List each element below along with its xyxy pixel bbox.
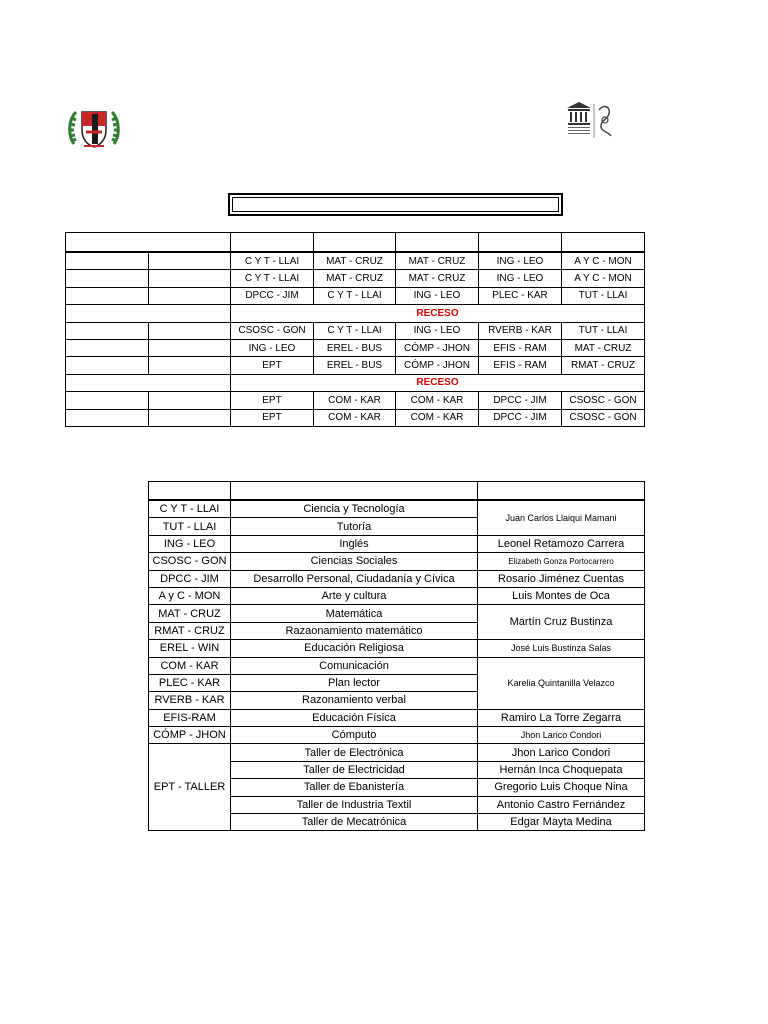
legend-row: [149, 587, 645, 604]
table-cell: DPCC - JIM: [479, 392, 562, 409]
table-cell: EFIS - RAM: [479, 339, 562, 356]
course-code: A y C - MON: [149, 587, 231, 604]
course-code: CSOSC - GON: [149, 553, 231, 570]
course-subject: Comunicación: [231, 657, 478, 674]
course-code: EREL - WIN: [149, 640, 231, 657]
table-cell: CÓMP - JHON: [396, 357, 479, 374]
title-box: [228, 193, 563, 216]
schedule-table: [65, 232, 645, 427]
course-teacher: Martín Cruz Bustinza: [478, 605, 645, 640]
table-header-row: [66, 233, 645, 253]
table-cell: ING - LEO: [396, 322, 479, 339]
recess-label: RECESO: [231, 305, 645, 322]
table-cell: C Y T - LLAI: [314, 287, 396, 304]
course-subject: Taller de Electrónica: [231, 744, 478, 761]
legend-row: [149, 570, 645, 587]
table-cell: C Y T - LLAI: [314, 322, 396, 339]
table-cell: CÓMP - JHON: [396, 339, 479, 356]
recess-label: RECESO: [231, 374, 645, 391]
table-row: [66, 339, 645, 356]
course-teacher: Edgar Mayta Medina: [478, 814, 645, 831]
course-subject: Razonamiento verbal: [231, 692, 478, 709]
table-cell: COM - KAR: [314, 392, 396, 409]
legend-row: [149, 744, 645, 761]
legend-row: [149, 727, 645, 744]
table-cell: ING - LEO: [396, 287, 479, 304]
course-subject: Tutoría: [231, 518, 478, 535]
table-cell: COM - KAR: [314, 409, 396, 426]
legend-table: [148, 481, 645, 831]
course-subject: Cómputo: [231, 727, 478, 744]
table-cell: EPT: [231, 357, 314, 374]
course-code: DPCC - JIM: [149, 570, 231, 587]
table-row: [66, 392, 645, 409]
table-cell: ING - LEO: [479, 270, 562, 287]
table-cell: PLEC - KAR: [479, 287, 562, 304]
legend-row: [149, 605, 645, 622]
course-subject: Educación Física: [231, 709, 478, 726]
course-teacher: Ramiro La Torre Zegarra: [478, 709, 645, 726]
table-row: [66, 409, 645, 426]
table-cell: A Y C - MON: [562, 270, 645, 287]
course-code: MAT - CRUZ: [149, 605, 231, 622]
course-code: COM - KAR: [149, 657, 231, 674]
course-teacher: Karelia Quintanilla Velazco: [478, 657, 645, 709]
course-teacher: Luis Montes de Oca: [478, 587, 645, 604]
table-cell: MAT - CRUZ: [396, 252, 479, 270]
table-cell: ING - LEO: [231, 339, 314, 356]
legend-row: [149, 535, 645, 552]
course-teacher: Elizabeth Gonza Portocarrero: [478, 553, 645, 570]
course-teacher: Jhon Larico Condori: [478, 727, 645, 744]
legend-header-row: [149, 482, 645, 501]
course-code: RMAT - CRUZ: [149, 622, 231, 639]
course-teacher: Antonio Castro Fernández: [478, 796, 645, 813]
course-teacher: Jhon Larico Condori: [478, 744, 645, 761]
course-code: C Y T - LLAI: [149, 500, 231, 518]
table-cell: MAT - CRUZ: [396, 270, 479, 287]
course-subject: Educación Religiosa: [231, 640, 478, 657]
course-code: RVERB - KAR: [149, 692, 231, 709]
recess-row: [66, 305, 645, 322]
table-cell: RMAT - CRUZ: [562, 357, 645, 374]
course-subject: Taller de Electricidad: [231, 761, 478, 778]
table-cell: C Y T - LLAI: [231, 270, 314, 287]
unesco-logo-icon: [565, 100, 617, 142]
course-teacher: Leonel Retamozo Carrera: [478, 535, 645, 552]
table-cell: MAT - CRUZ: [562, 339, 645, 356]
table-cell: CSOSC - GON: [562, 392, 645, 409]
table-cell: COM - KAR: [396, 392, 479, 409]
course-subject: Plan lector: [231, 674, 478, 691]
table-cell: COM - KAR: [396, 409, 479, 426]
table-cell: TUT - LLAI: [562, 322, 645, 339]
table-cell: CSOSC - GON: [562, 409, 645, 426]
course-teacher: Gregorio Luis Choque Nina: [478, 779, 645, 796]
table-row: [66, 287, 645, 304]
table-cell: ING - LEO: [479, 252, 562, 270]
table-row: [66, 270, 645, 287]
course-subject: Taller de Mecatrónica: [231, 814, 478, 831]
course-subject: Taller de Industria Textil: [231, 796, 478, 813]
course-teacher: Rosario Jiménez Cuentas: [478, 570, 645, 587]
course-subject: Ciencias Sociales: [231, 553, 478, 570]
table-cell: DPCC - JIM: [231, 287, 314, 304]
legend-row: [149, 640, 645, 657]
table-cell: DPCC - JIM: [479, 409, 562, 426]
table-cell: EREL - BUS: [314, 339, 396, 356]
course-code: EPT - TALLER: [149, 744, 231, 831]
course-code: EFIS-RAM: [149, 709, 231, 726]
course-code: PLEC - KAR: [149, 674, 231, 691]
legend-row: [149, 709, 645, 726]
course-subject: Matemática: [231, 605, 478, 622]
table-cell: MAT - CRUZ: [314, 252, 396, 270]
course-subject: Inglés: [231, 535, 478, 552]
table-cell: RVERB - KAR: [479, 322, 562, 339]
table-cell: EFIS - RAM: [479, 357, 562, 374]
table-cell: EPT: [231, 409, 314, 426]
course-subject: Desarrollo Personal, Ciudadanía y Cívica: [231, 570, 478, 587]
table-cell: A Y C - MON: [562, 252, 645, 270]
coat-of-arms-icon: [66, 106, 122, 150]
table-row: [66, 357, 645, 374]
table-cell: EREL - BUS: [314, 357, 396, 374]
course-code: ING - LEO: [149, 535, 231, 552]
legend-row: [149, 657, 645, 674]
course-teacher: Hernán Inca Choquepata: [478, 761, 645, 778]
table-cell: C Y T - LLAI: [231, 252, 314, 270]
table-cell: TUT - LLAI: [562, 287, 645, 304]
course-subject: Ciencia y Tecnología: [231, 500, 478, 518]
course-code: CÓMP - JHON: [149, 727, 231, 744]
course-teacher: Juan Carlos Llaiqui Mamani: [478, 500, 645, 535]
course-subject: Taller de Ebanistería: [231, 779, 478, 796]
table-row: [66, 322, 645, 339]
course-subject: Arte y cultura: [231, 587, 478, 604]
table-cell: CSOSC - GON: [231, 322, 314, 339]
course-teacher: José Luis Bustinza Salas: [478, 640, 645, 657]
legend-row: [149, 500, 645, 518]
course-subject: Razaonamiento matemático: [231, 622, 478, 639]
table-row: [66, 252, 645, 270]
course-code: TUT - LLAI: [149, 518, 231, 535]
legend-row: [149, 553, 645, 570]
recess-row: [66, 374, 645, 391]
table-cell: MAT - CRUZ: [314, 270, 396, 287]
table-cell: EPT: [231, 392, 314, 409]
